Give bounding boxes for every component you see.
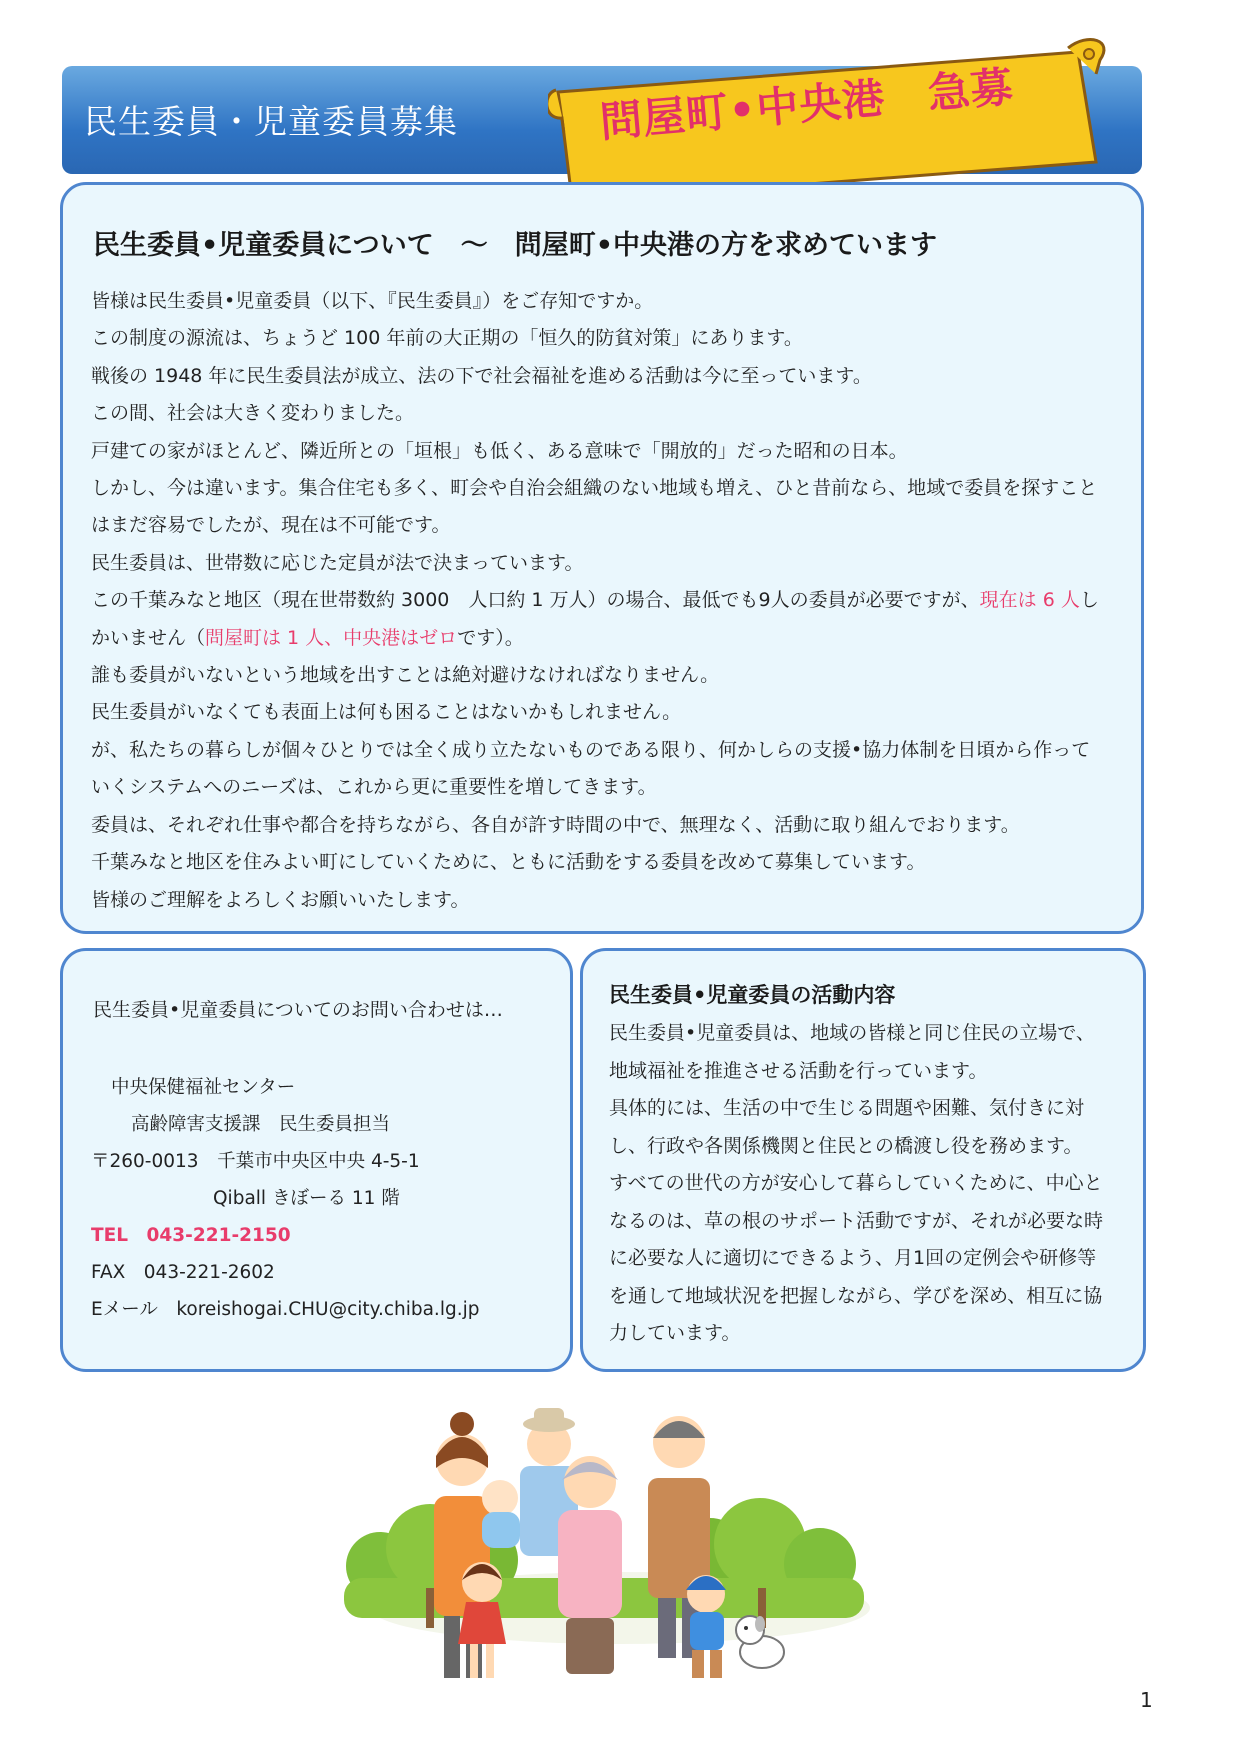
activity-line: 力しています。 [609,1322,741,1344]
about-heading: 民生委員•児童委員について ～ 問屋町•中央港の方を求めています [93,230,937,261]
paragraph-line: いくシステムへのニーズは、これから更に重要性を増してきます。 [91,776,657,799]
quota-text: この千葉みなと地区（現在世帯数約 3000 人口約 1 万人）の場合、最低でも9人の委員が必要ですが、 [91,589,980,612]
paragraph-line: が、私たちの暮らしが個々ひとりでは全く成り立たないものである限り、何かしらの支援•協力体制を日頃から作って [91,738,1091,761]
grandmother-figure [558,1456,622,1674]
contact-fax: FAX 043-221-2602 [91,1262,275,1283]
paragraph-line: 民生委員は、世帯数に応じた定員が法で決まっています。 [91,551,584,574]
paragraph-line: 千葉みなと地区を住みよい町にしていくために、ともに活動をする委員を改めて募集しています。 [91,851,926,874]
contact-address: 〒260-0013 千葉市中央区中央 4-5-1 [91,1151,420,1172]
current-count-highlight: 現在は 6 人 [979,589,1080,612]
paragraph-line: はまだ容易でしたが、現在は不可能です。 [91,514,451,537]
page-title: 民生委員・児童委員募集 [84,102,458,141]
paragraph-line: 皆様のご理解をよろしくお願いいたします。 [91,888,470,911]
activity-line: 具体的には、生活の中で生じる問題や困難、気付きに対 [609,1097,1085,1119]
family-illustration [330,1398,890,1696]
about-body [91,283,1131,919]
paragraph-line: 皆様は民生委員•児童委員（以下、『民生委員』）をご存知ですか。 [91,290,654,312]
contact-department: 高齢障害支援課 民生委員担当 [131,1114,391,1135]
page-number: 1 [1140,1688,1153,1712]
activity-line: し、行政や各関係機関と住民との橋渡し役を務めます。 [609,1134,1083,1157]
activity-heading: 民生委員•児童委員の活動内容 [609,983,896,1007]
contact-intro: 民生委員•児童委員についてのお問い合わせは… [93,999,503,1021]
paragraph-line: 委員は、それぞれ仕事や都合を持ちながら、各自が許す時間の中で、無理なく、活動に取り組んでおります。 [91,813,1020,836]
quota-text-end: し [1079,589,1099,612]
activity-line: を通して地域状況を把握しながら、学びを深め、相互に協 [609,1284,1103,1307]
boy-figure [686,1575,726,1678]
about-section [60,182,1144,934]
activity-line: に必要な人に適切にできるよう、月1回の定例会や研修等 [609,1247,1097,1269]
paragraph-line-shortage [91,620,1131,657]
contact-phone-link[interactable]: TEL 043-221-2150 [91,1225,291,1246]
paragraph-line-quota [91,582,1131,619]
contact-building: Qiball きぼーる 11 階 [213,1188,400,1209]
shortage-text-end: です）。 [457,626,524,649]
activity-line: 地域福祉を推進させる活動を行っています。 [609,1059,988,1082]
paragraph-line: この間、社会は大きく変わりました。 [91,402,415,425]
activity-line: なるのは、草の根のサポート活動ですが、それが必要な時 [609,1209,1104,1232]
area-count-highlight: 問屋町は 1 人、中央港はゼロ [205,626,458,649]
paragraph-line: 民生委員がいなくても表面上は何も困ることはないかもしれません。 [91,701,682,724]
paragraph-line: 戦後の 1948 年に民生委員法が成立、法の下で社会福祉を進める活動は今に至っています。 [91,364,872,387]
shortage-text: かいません（ [91,626,206,649]
urgent-banner-text: 問屋町•中央港 急募 [598,61,1016,147]
contact-center: 中央保健福祉センター [111,1077,296,1098]
activity-body [609,1015,1129,1353]
activity-line: 民生委員•児童委員は、地域の皆様と同じ住民の立場で、 [609,1022,1095,1044]
activity-section [580,948,1146,1372]
paragraph-line: 誰も委員がいないという地域を出すことは絶対避けなければなりません。 [91,664,720,687]
paragraph-line: この制度の源流は、ちょうど 100 年前の大正期の「恒久的防貧対策」にあります。 [91,327,803,350]
paragraph-line: しかし、今は違います。集合住宅も多く、町会や自治会組織のない地域も増え、ひと昔前なら、地域で委員を探すこと [91,477,1098,500]
paragraph-line: 戸建ての家がほとんど、隣近所との「垣根」も低く、ある意味で「開放的」だった昭和の日本。 [91,439,908,462]
contact-email-link[interactable]: Eメール koreishogai.CHU@city.chiba.lg.jp [91,1299,480,1320]
contact-section [60,948,573,1372]
activity-line: すべての世代の方が安心して暮らしていくために、中心と [609,1172,1103,1194]
